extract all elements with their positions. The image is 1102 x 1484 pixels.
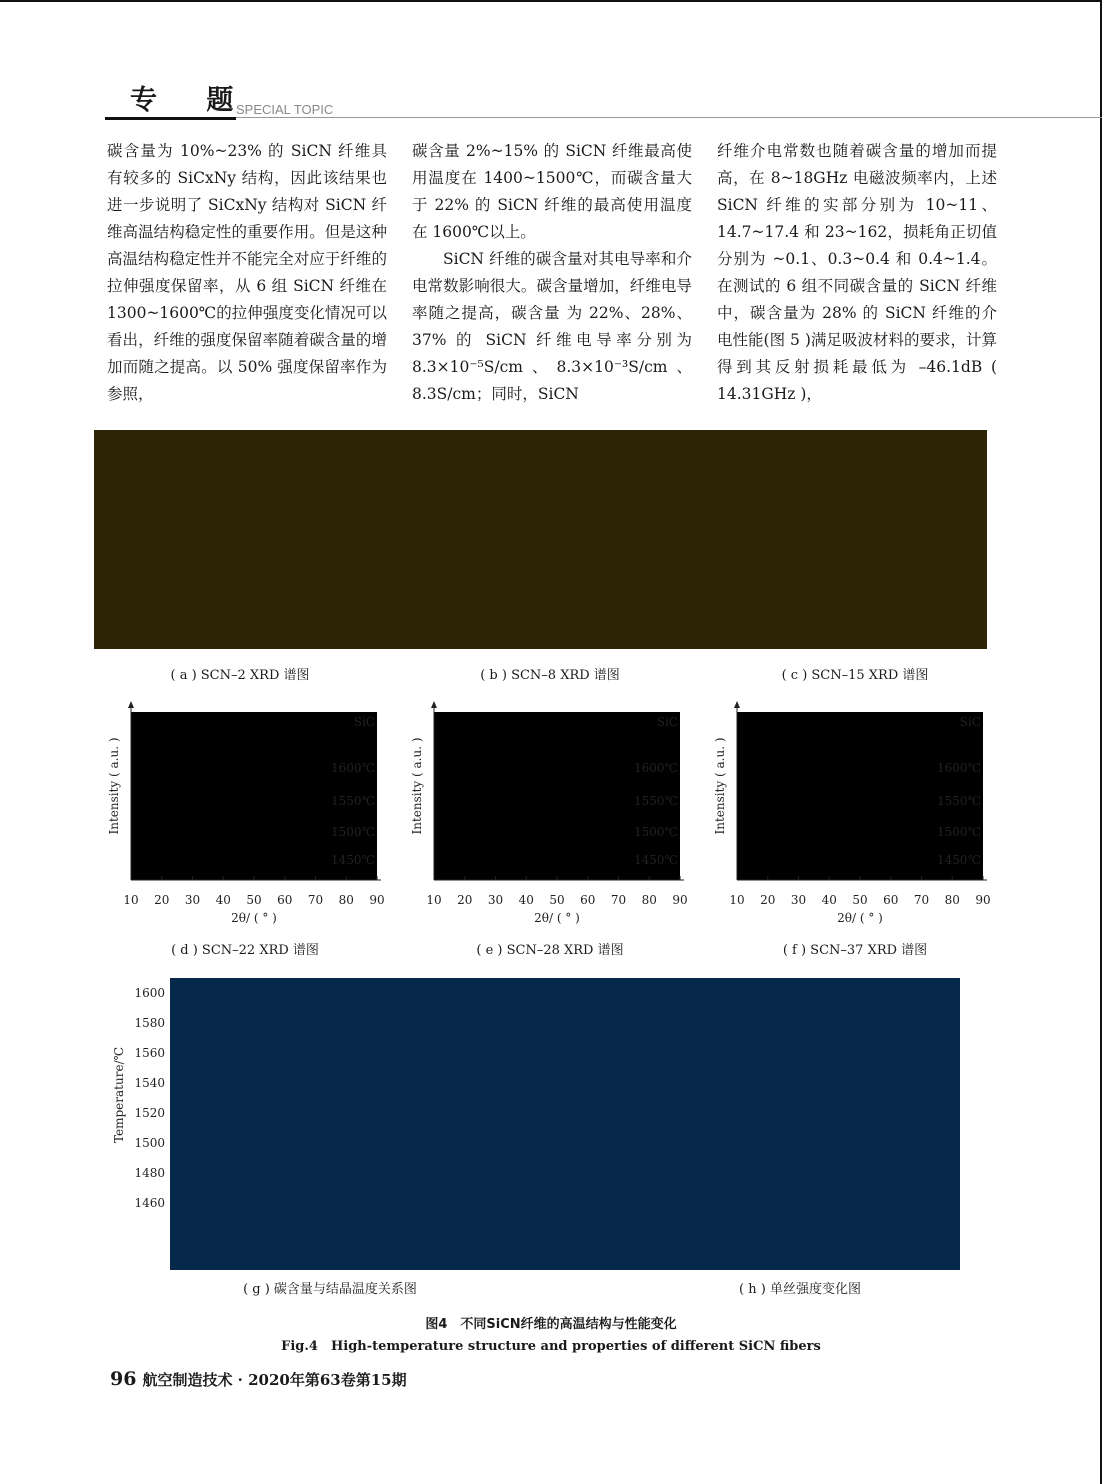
text-column-3 [717, 138, 997, 408]
y-tick-label: 1580 [134, 1016, 165, 1030]
x-tick-label: 40 [821, 893, 837, 907]
x-axis-label: 2θ/ ( ° ) [837, 911, 883, 925]
y-tick-label: 1600 [134, 986, 165, 1000]
x-tick-label: 10 [729, 893, 745, 907]
x-tick-label: 90 [672, 893, 688, 907]
chart-d [100, 700, 400, 930]
caption-f: ( f ) SCN–37 XRD 谱图 [782, 943, 928, 958]
x-axis-label: 2θ/ ( ° ) [534, 911, 580, 925]
y-axis-label: Intensity ( a.u. ) [410, 737, 424, 835]
x-tick-label: 60 [277, 893, 293, 907]
curve-label: 1600℃ [331, 761, 375, 775]
curve-label: 1500℃ [331, 825, 375, 839]
paragraph: 碳含量为 10%~23% 的 SiCN 纤维具有较多的 SiCxNy 结构，因此该结果也进一步说明了 SiCxNy 结构对 SiCN 纤维高温结构稳定性的重要作用。但是这种高温结构稳定性并不能完全对应于纤维的拉伸强度保留率，从 6 组 SiCN 纤维在 1300~1600℃的拉伸强度变化情况可以看出，纤维的强度保留率随着碳含量的增加而随之提高。以 50% 强度保留率作为参照， [107, 142, 387, 403]
y-axis-label: Intensity ( a.u. ) [107, 737, 121, 835]
page-number: 96 [110, 1368, 137, 1390]
x-tick-label: 30 [184, 893, 201, 907]
paragraph: SiCN 纤维的碳含量对其电导率和介电常数影响很大。碳含量增加，纤维电导率随之提高，碳含量 为 22%、28%、37% 的 SiCN 纤维电导率分别为 8.3×10⁻⁵S/cm、8.3×10⁻³S/cm、8.3S/cm；同时，SiCN [412, 250, 692, 403]
curve-label: 1600℃ [634, 761, 678, 775]
chart-e [403, 700, 703, 930]
x-tick-label: 80 [338, 893, 354, 907]
x-tick-label: 60 [883, 893, 899, 907]
y-axis-arrow [431, 701, 437, 708]
x-tick-label: 60 [580, 893, 596, 907]
caption-g: ( g ) 碳含量与结晶温度关系图 [243, 1282, 417, 1297]
curve-label: 1500℃ [937, 825, 981, 839]
y-tick-label: 1520 [134, 1106, 165, 1120]
y-axis-arrow [734, 701, 740, 708]
panel-abc [94, 430, 987, 649]
curve-label: 1500℃ [634, 825, 678, 839]
x-tick-label: 10 [426, 893, 442, 907]
text-column-1 [107, 138, 387, 408]
figure-title-en: Fig.4 High-temperature structure and properties of different SiCN fibers [281, 1339, 821, 1354]
paragraph: 碳含量 2%~15% 的 SiCN 纤维最高使用温度在 1400~1500℃，而碳含量大于 22% 的 SiCN 纤维的最高使用温度在 1600℃以上。 [412, 142, 692, 241]
top-border [0, 0, 1102, 2]
caption-h: ( h ) 单丝强度变化图 [739, 1282, 861, 1297]
section-title: 专 题 [130, 85, 254, 116]
x-tick-label: 90 [975, 893, 991, 907]
chart-g [100, 975, 970, 1275]
x-tick-label: 50 [549, 893, 565, 907]
x-tick-label: 40 [215, 893, 231, 907]
caption-a: ( a ) SCN–2 XRD 谱图 [170, 668, 310, 683]
page-footer [110, 1368, 407, 1390]
caption-d: ( d ) SCN–22 XRD 谱图 [171, 943, 319, 958]
x-tick-label: 70 [913, 893, 930, 907]
x-tick-label: 20 [760, 893, 776, 907]
plot-area [170, 978, 960, 1270]
curve-label: 1550℃ [937, 794, 981, 808]
header-rule [105, 117, 236, 120]
curve-label: 1600℃ [937, 761, 981, 775]
x-axis-label: 2θ/ ( ° ) [231, 911, 277, 925]
y-tick-label: 1560 [134, 1046, 165, 1060]
curve-label: 1450℃ [331, 853, 375, 867]
curve-label: 1450℃ [937, 853, 981, 867]
x-tick-label: 10 [123, 893, 139, 907]
text-column-2 [412, 138, 692, 408]
x-tick-label: 30 [487, 893, 504, 907]
curve-label: SiC [353, 715, 375, 729]
y-tick-label: 1480 [134, 1166, 165, 1180]
x-tick-label: 80 [944, 893, 960, 907]
x-tick-label: 20 [154, 893, 170, 907]
y-tick-label: 1540 [134, 1076, 165, 1090]
header-rule-thin [236, 117, 1102, 118]
x-tick-label: 90 [369, 893, 385, 907]
x-tick-label: 50 [852, 893, 868, 907]
curve-label: 1550℃ [634, 794, 678, 808]
y-axis-label: Intensity ( a.u. ) [713, 737, 727, 835]
x-tick-label: 40 [518, 893, 534, 907]
paragraph: 纤维介电常数也随着碳含量的增加而提高，在 8~18GHz 电磁波频率内，上述 SiCN 纤维的实部分别为 10~11、14.7~17.4 和 23~162，损耗角正切值分别为 ~0.1、0.3~0.4 和 0.4~1.4。在测试的 6 组不同碳含量的 SiCN 纤维中，碳含量为 28% 的 SiCN 纤维的介电性能(图 5 )满足吸波材料的要求，计算得到其反射损耗最低为 –46.1dB ( 14.31GHz )， [717, 142, 997, 403]
x-tick-label: 20 [457, 893, 473, 907]
x-tick-label: 70 [307, 893, 324, 907]
curve-label: SiC [959, 715, 981, 729]
x-tick-label: 70 [610, 893, 627, 907]
x-tick-label: 50 [246, 893, 262, 907]
section-subtitle: SPECIAL TOPIC [236, 102, 334, 117]
chart-f [706, 700, 1006, 930]
y-tick-label: 1460 [134, 1196, 165, 1210]
y-tick-label: 1500 [134, 1136, 165, 1150]
figure-title-cn: 图4 不同SiCN纤维的高温结构与性能变化 [425, 1317, 677, 1332]
y-axis-arrow [128, 701, 134, 708]
curve-label: 1450℃ [634, 853, 678, 867]
journal-name: 航空制造技术 · 2020年第63卷第15期 [142, 1371, 407, 1389]
y-axis-label: Temperature/℃ [112, 1046, 126, 1144]
caption-b: ( b ) SCN–8 XRD 谱图 [480, 668, 620, 683]
curve-label: SiC [656, 715, 678, 729]
caption-e: ( e ) SCN–28 XRD 谱图 [476, 943, 624, 958]
curve-label: 1550℃ [331, 794, 375, 808]
caption-c: ( c ) SCN–15 XRD 谱图 [781, 668, 929, 683]
x-tick-label: 80 [641, 893, 657, 907]
x-tick-label: 30 [790, 893, 807, 907]
